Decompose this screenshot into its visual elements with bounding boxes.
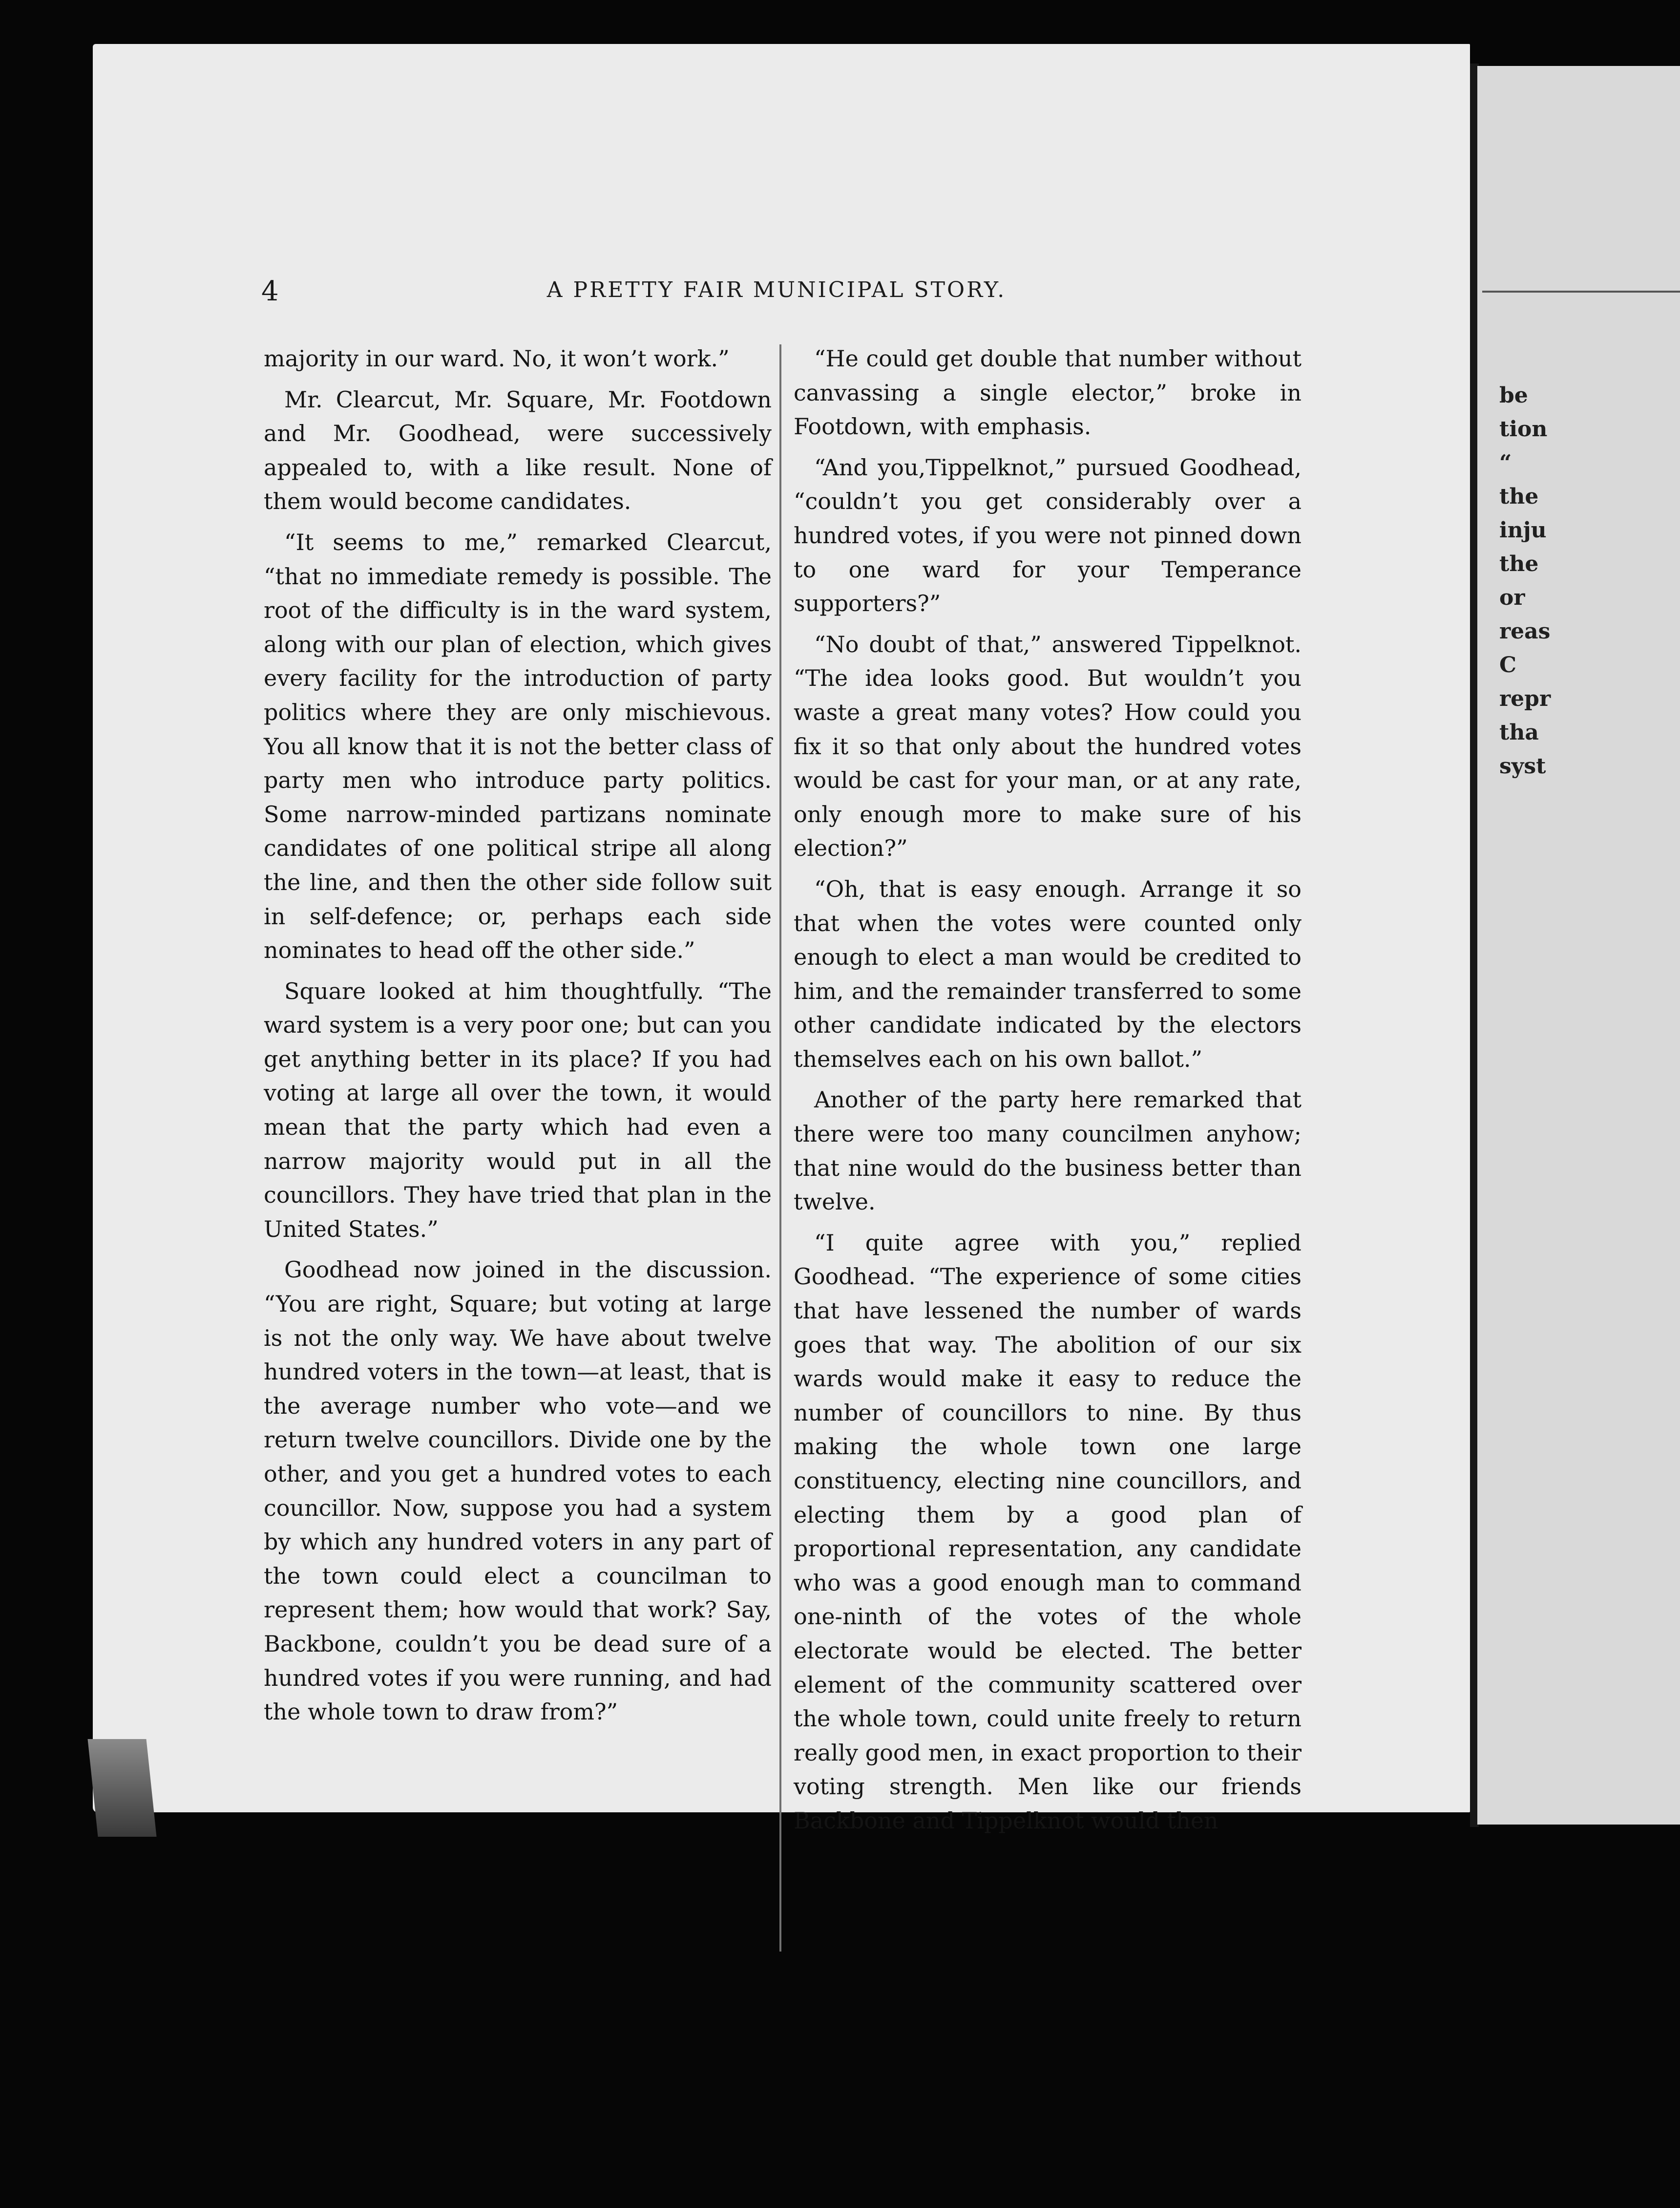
paragraph: majority in our ward. No, it won’t work.”	[264, 345, 730, 372]
adjacent-page-fragment: tion	[1499, 417, 1548, 442]
paragraph: Goodhead now joined in the discussion. “You are right, Square; but voting at large is not the only way. We have about twelve hundred voters in the town—at least, that is the average number who vote—and we return twelve councillors. Divide one by the other, and you get a hundred votes to each councillor. Now, suppose you had a system by which any hundred voters in any part of the town could elect a councilman to represent them; how would that work? Say, Backbone, couldn’t you be dead sure of a hundred votes if you were running, and had the whole town to draw from?”	[264, 1256, 772, 1725]
adjacent-page-fragment: tha	[1499, 720, 1539, 745]
paragraph: “It seems to me,” remarked Clearcut, “that no immediate remedy is possible. The root of the difficulty is in the ward system, along with our plan of election, which gives every facility for the introduction of party politics where they are only mischievous. You all know that it is not the better class of party men who introduce party politics. Some narrow-minded partizans nominate candidates of one political stripe all along the line, and then the other side follow suit in self-defence; or, perhaps each side nominates to head off the other side.”	[264, 529, 772, 964]
adjacent-page-fragment: C	[1499, 653, 1517, 678]
adjacent-page-fragment: the	[1499, 484, 1539, 509]
page-edge-shadow	[87, 1739, 156, 1837]
adjacent-page	[1477, 66, 1680, 1825]
adjacent-page-fragment: inju	[1499, 518, 1547, 543]
adjacent-page-fragment: the	[1499, 552, 1539, 576]
adjacent-page-fragment: or	[1499, 585, 1525, 610]
adjacent-page-fragment: repr	[1499, 686, 1551, 711]
adjacent-page-fragment: syst	[1499, 754, 1546, 779]
paragraph: “No doubt of that,” answered Tippelknot. “The idea looks good. But wouldn’t you waste a great many votes? How could you fix it so that only about the hundred votes would be cast for your man, or at any rate, only enough more to make sure of his election?”	[794, 631, 1302, 862]
paragraph: “I quite agree with you,” replied Goodhead. “The experience of some cities that have lessened the number of wards goes that way. The abolition of our six wards would make it easy to reduce the number of councillors to nine. By thus making the whole town one large constituency, electing nine councillors, and electing them by a good plan of proportional representation, any candidate who was a good enough man to command one-ninth of the votes of the whole electorate would be elected. The better element of the community scattered over the whole town, could unite freely to return really good men, in exact proportion to their voting strength. Men like our friends Backbone and Tippelknot would then	[794, 1229, 1302, 1834]
running-title: A PRETTY FAIR MUNICIPAL STORY.	[546, 277, 1007, 302]
adjacent-page-fragment: “	[1499, 450, 1512, 475]
adjacent-page-rule	[1482, 291, 1680, 293]
right-column	[794, 342, 1302, 1838]
adjacent-page-fragment: reas	[1499, 619, 1551, 644]
column-rule	[779, 344, 781, 1952]
paragraph: Square looked at him thoughtfully. “The ward system is a very poor one; but can you get anything better in its place? If you had voting at large all over the town, it would mean that the party which had even a narrow majority would put in all the councillors. They have tried that plan in the United States.”	[264, 977, 772, 1242]
adjacent-page-fragment: be	[1499, 383, 1528, 408]
paragraph: Mr. Clearcut, Mr. Square, Mr. Footdown and Mr. Goodhead, were successively appealed to, with a like result. None of them would become candidates.	[264, 386, 772, 515]
paragraph: “And you,Tippelknot,” pursued Goodhead, “couldn’t you get considerably over a hundred votes, if you were not pinned down to one ward for your Temperance supporters?”	[794, 454, 1302, 617]
left-column	[264, 342, 772, 1729]
adjacent-page-text	[1477, 379, 1551, 783]
paragraph: Another of the party here remarked that there were too many councilmen anyhow; that nine would do the business better than twelve.	[794, 1086, 1302, 1215]
paragraph: “He could get double that number without canvassing a single elector,” broke in Footdown, with emphasis.	[794, 345, 1302, 440]
page-number: 4	[261, 276, 279, 307]
paragraph: “Oh, that is easy enough. Arrange it so that when the votes were counted only enough to elect a man would be credited to him, and the remainder transferred to some other candidate indicated by the electors themselves each on his own ballot.”	[794, 875, 1302, 1072]
